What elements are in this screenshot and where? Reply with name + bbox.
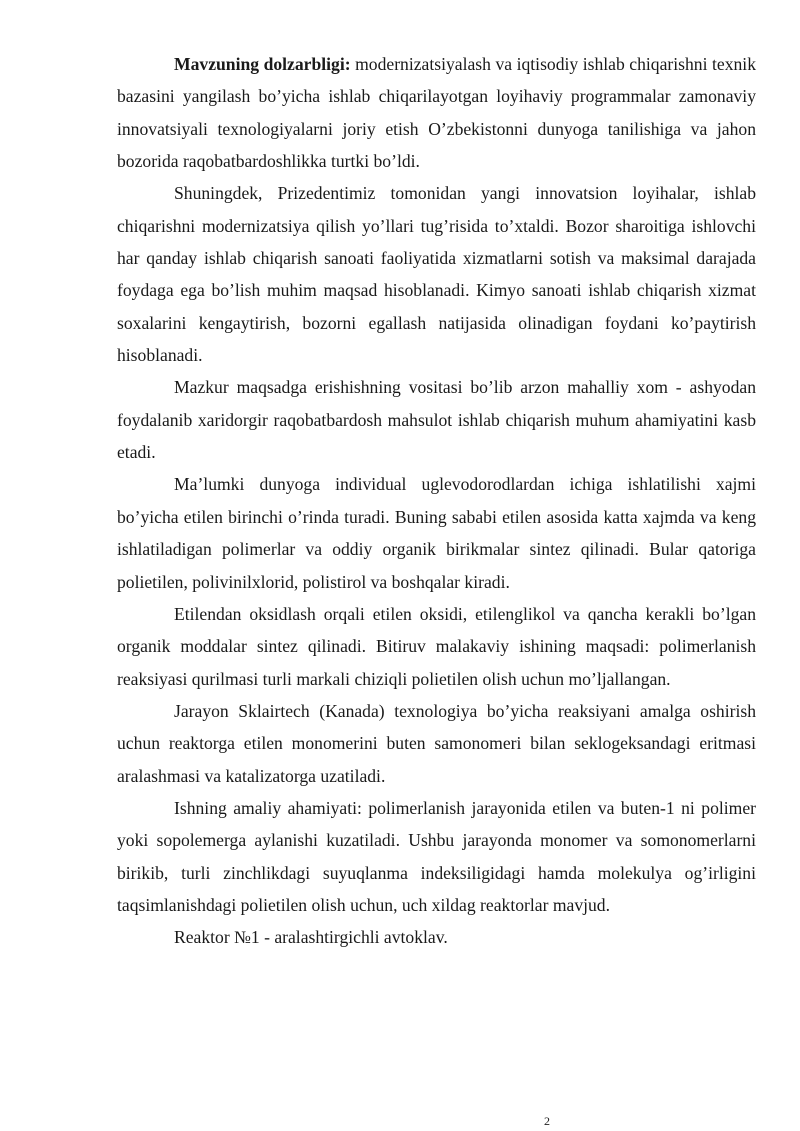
page-number: 2 bbox=[544, 1114, 550, 1128]
paragraph-text: Jarayon Sklairtech (Kanada) texnologiya bo’yicha reaksiyani amalga oshirish uchun reaktorga etilen monomerini buten samonomeri bilan seklogeksandagi eritmasi aralashmasi va katalizatorga uzatiladi. bbox=[117, 700, 756, 786]
paragraph-process bbox=[117, 695, 756, 792]
paragraph-goal-means bbox=[117, 371, 756, 468]
paragraph-innovation bbox=[117, 177, 756, 371]
paragraph-text: Mazkur maqsadga erishishning vositasi bo’lib arzon mahalliy xom - ashyodan foydalanib xaridorgir raqobatbardosh mahsulot ishlab chiqarish muhum ahamiyatini kasb etadi. bbox=[117, 377, 756, 463]
paragraph-ethylene-usage bbox=[117, 468, 756, 597]
paragraph-text: Ishning amaliy ahamiyati: polimerlanish jarayonida etilen va buten-1 ni polimer yoki sopolemerga aylanishi kuzatiladi. Ushbu jarayonda monomer va somonomerlarni birikib, turli zinchlikdagi suyuqlanma indeksiligidagi hamda molekulya og’irligini taqsimlanishdagi polietilen olish uchun, uch xildag reaktorlar mavjud. bbox=[117, 797, 756, 915]
paragraph-lead: Mavzuning dolzarbligi: bbox=[174, 54, 351, 74]
paragraph-text: Reaktor №1 - aralashtirgichli avtoklav. bbox=[174, 927, 448, 948]
paragraph-reactor-1 bbox=[117, 921, 756, 953]
paragraph-text: Ma’lumki dunyoga individual uglevodorodlardan ichiga ishlatilishi xajmi bo’yicha etilen birinchi o’rinda turadi. Buning sababi etilen asosida katta xajmda va keng ishlatiladigan polimerlar va oddiy organik birikmalar sintez qilinadi. Bular qatoriga polietilen, polivinilxlorid, polistirol va boshqalar kiradi. bbox=[117, 474, 756, 592]
paragraph-practical-value bbox=[117, 792, 756, 921]
paragraph-relevance bbox=[117, 48, 756, 177]
paragraph-text: modernizatsiyalash va iqtisodiy ishlab chiqarishni texnik bazasini yangilash bo’yicha ishlab chiqarilayotgan loyihaviy programmalar zamonaviy innovatsiyali texnologiyalarni joriy etish O’zbekistonni dunyoga tanilishiga va jahon bozorida raqobatbardoshlikka turtki bo’ldi. bbox=[117, 54, 756, 172]
document-page bbox=[117, 48, 756, 954]
paragraph-text: Shuningdek, Prizedentimiz tomonidan yangi innovatsion loyihalar, ishlab chiqarishni modernizatsiya qilish yo’llari tug’risida to’xtaldi. Bozor sharoitiga ishlovchi har qanday ishlab chiqarish sanoati faoliyatida xizmatlarni sotish va maksimal darajada foydaga ega bo’lish muhim maqsad hisoblanadi. Kimyo sanoati ishlab chiqarish xizmat soxalarini kengaytirish, bozorni egallash natijasida olinadigan foydani ko’paytirish hisoblanadi. bbox=[117, 183, 756, 366]
paragraph-oxidation bbox=[117, 598, 756, 695]
paragraph-text: Etilendan oksidlash orqali etilen oksidi, etilenglikol va qancha kerakli bo’lgan organik moddalar sintez qilinadi. Bitiruv malakaviy ishining maqsadi: polimerlanish reaksiyasi qurilmasi turli markali chiziqli polietilen olish uchun mo’ljallangan. bbox=[117, 603, 756, 689]
